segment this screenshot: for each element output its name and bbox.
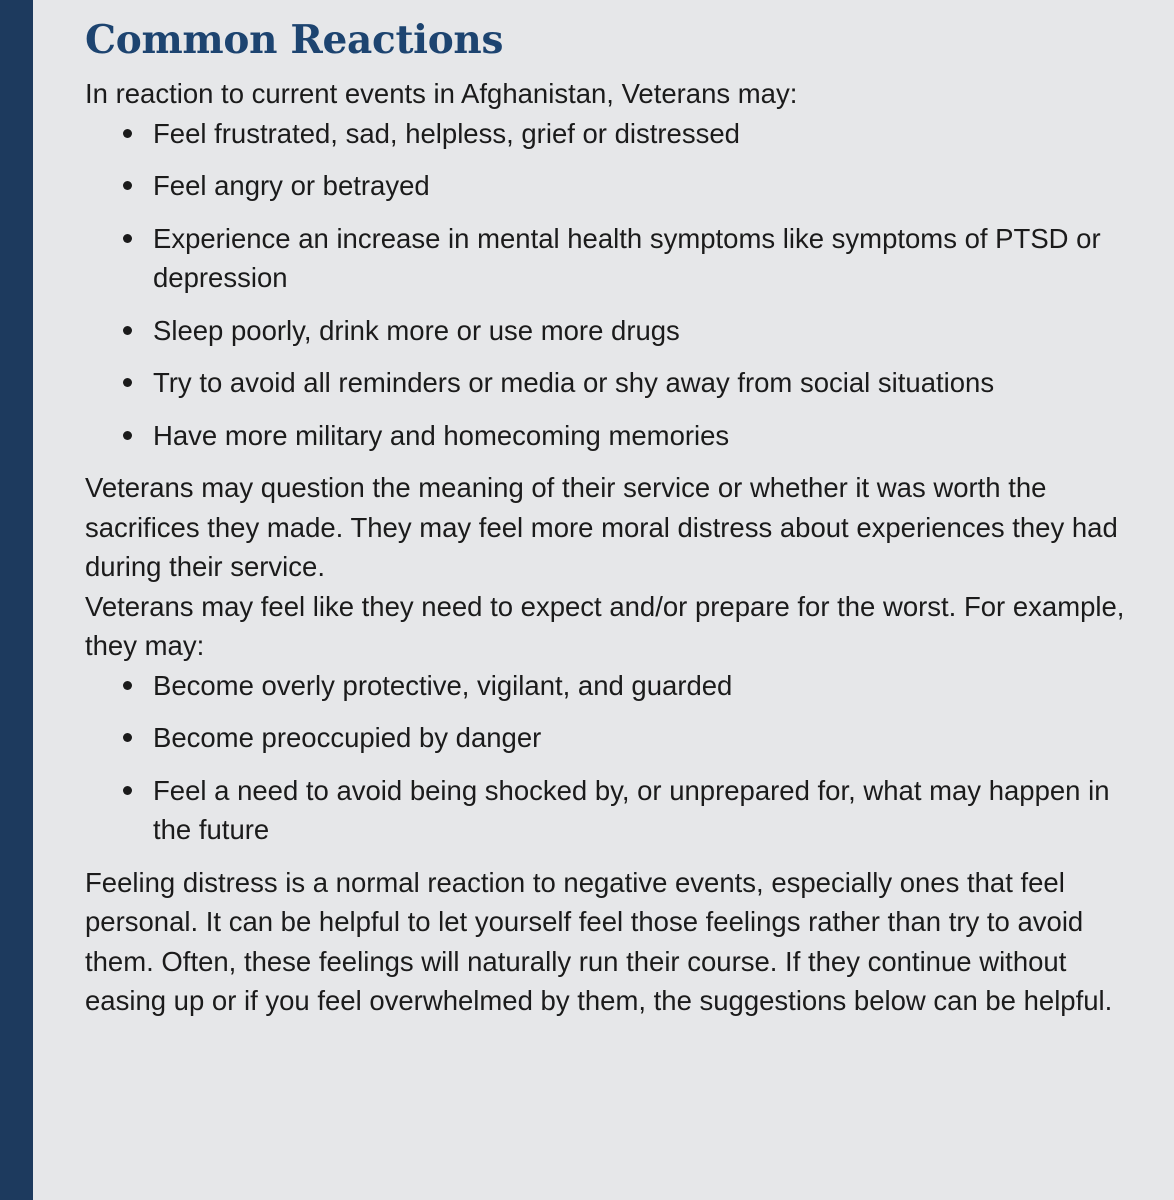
list-item (153, 718, 1134, 758)
bullet-icon (123, 234, 132, 243)
list-item (153, 166, 1134, 206)
bullet-icon (123, 378, 132, 387)
prepare-list (85, 666, 1134, 850)
bullet-icon (123, 129, 132, 138)
list-item (153, 363, 1134, 403)
bullet-icon (123, 733, 132, 742)
bullet-icon (123, 326, 132, 335)
list-item-text: Experience an increase in mental health symptoms like symptoms of PTSD or depression (153, 222, 1101, 293)
list-item (153, 114, 1134, 154)
list-item-text: Try to avoid all reminders or media or shy away from social situations (153, 367, 995, 398)
list-item (153, 666, 1134, 706)
list-item (153, 771, 1134, 850)
reactions-list (85, 114, 1134, 456)
list-item (153, 311, 1134, 351)
list-item-text: Feel frustrated, sad, helpless, grief or distressed (153, 117, 740, 149)
section-heading: Common Reactions (85, 17, 504, 63)
list-item-text: Feel angry or betrayed (153, 170, 430, 201)
bullet-icon (123, 681, 132, 690)
bullet-icon (123, 181, 132, 190)
list-item-text: Become overly protective, vigilant, and guarded (153, 669, 733, 701)
intro-text: In reaction to current events in Afghanistan, Veterans may: (85, 78, 798, 109)
bullet-icon (123, 431, 132, 440)
closing-paragraph: Feeling distress is a normal reaction to negative events, especially ones that feel personal. It can be helpful to let yourself feel those feelings rather than try to avoid them. Often, these feelings will naturally run their course. If they continue without easing up or if you feel overwhelmed by them, the suggestions below can be helpful. (85, 866, 1113, 1016)
content-panel (33, 0, 1174, 1200)
list-item-text: Sleep poorly, drink more or use more drugs (153, 314, 680, 346)
list-item-text: Become preoccupied by danger (153, 722, 542, 753)
list-item (153, 416, 1134, 456)
list-item-text: Have more military and homecoming memories (153, 419, 730, 451)
list-item-text: Feel a need to avoid being shocked by, or unprepared for, what may happen in the future (153, 774, 1110, 845)
meaning-paragraph: Veterans may question the meaning of their service or whether it was worth the sacrifices they made. They may feel more moral distress about experiences they had during their service. (85, 472, 1118, 582)
prepare-paragraph: Veterans may feel like they need to expect and/or prepare for the worst. For example, they may: (85, 590, 1125, 661)
list-item (153, 219, 1134, 298)
bullet-icon (123, 786, 132, 795)
